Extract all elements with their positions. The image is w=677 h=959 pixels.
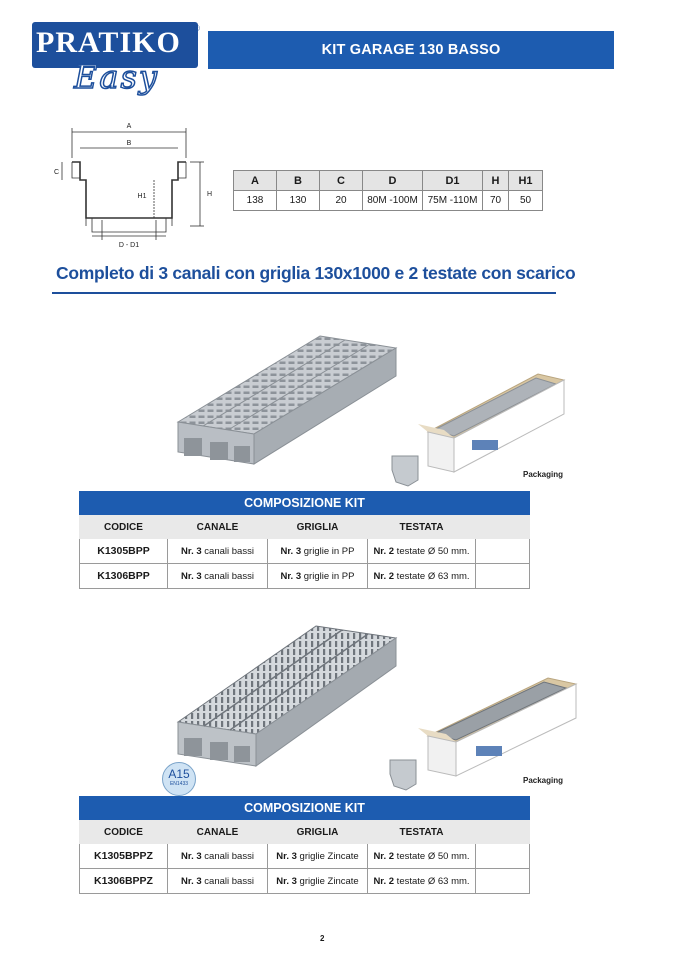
logo-name: PRATIKO (36, 26, 181, 59)
kit-testata: Nr. 2 testate Ø 50 mm. (368, 844, 476, 869)
kit-col-testata: TESTATA (368, 821, 476, 844)
table-row (80, 539, 530, 564)
kit-extra-cell (476, 564, 530, 589)
dim-header-h1: H1 (509, 171, 543, 191)
packaging-label-2: Packaging (523, 776, 564, 785)
dim-value-h1: 50 (509, 191, 543, 211)
kit-canale: Nr. 3 canali bassi (168, 844, 268, 869)
section-heading: Completo di 3 canali con griglia 130x1000 e 2 testate con scarico (56, 263, 576, 283)
packaging-zinc-image (388, 670, 580, 792)
table-row (80, 564, 530, 589)
dim-label-a: A (126, 123, 132, 130)
kit-header-row (80, 821, 530, 844)
kit-table-zinc (79, 796, 530, 894)
dim-label-c: C (54, 169, 60, 176)
page-title: KIT GARAGE 130 BASSO (321, 42, 501, 58)
dim-header-a: A (234, 171, 277, 191)
dim-label-h1: H1 (137, 193, 147, 200)
dim-value-h: 70 (483, 191, 509, 211)
dim-header-b: B (277, 171, 320, 191)
kit-col-canale: CANALE (168, 821, 268, 844)
dim-value-b: 130 (277, 191, 320, 211)
logo-subname: Easy (74, 58, 159, 96)
page-title-bar (208, 31, 614, 69)
kit-code: K1305BPPZ (80, 844, 168, 869)
page-number: 2 (320, 934, 325, 943)
kit-extra-cell (476, 539, 530, 564)
channels-pp-image (170, 318, 402, 478)
kit-title: COMPOSIZIONE KIT (79, 796, 530, 820)
kit-col-testata: TESTATA (368, 516, 476, 539)
dim-value-d: 80M -100M (363, 191, 423, 211)
brand-logo (32, 22, 202, 100)
dimensions-table (233, 170, 543, 211)
channel-section-diagram (50, 118, 230, 254)
dim-header-d: D (363, 171, 423, 191)
kit-col-codice: CODICE (80, 516, 168, 539)
kit-col-griglia: GRIGLIA (268, 516, 368, 539)
kit-title: COMPOSIZIONE KIT (79, 491, 530, 515)
kit-canale: Nr. 3 canali bassi (168, 564, 268, 589)
load-norm: EN1433 (169, 781, 189, 787)
kit-col-canale: CANALE (168, 516, 268, 539)
kit-code: K1305BPP (80, 539, 168, 564)
kit-col-codice: CODICE (80, 821, 168, 844)
kit-griglia: Nr. 3 griglie in PP (268, 539, 368, 564)
dim-label-d: D - D1 (118, 242, 140, 249)
table-row (80, 869, 530, 894)
kit-code: K1306BPP (80, 564, 168, 589)
kit-col-griglia: GRIGLIA (268, 821, 368, 844)
kit-canale: Nr. 3 canali bassi (168, 539, 268, 564)
kit-griglia: Nr. 3 griglie in PP (268, 564, 368, 589)
kit-extra-cell (476, 844, 530, 869)
kit-griglia: Nr. 3 griglie Zincate (268, 869, 368, 894)
load-class-badge (162, 762, 196, 796)
dim-label-h: H (207, 191, 213, 198)
kit-table-pp (79, 491, 530, 589)
packaging-label-1: Packaging (523, 470, 564, 479)
kit-griglia: Nr. 3 griglie Zincate (268, 844, 368, 869)
kit-testata: Nr. 2 testate Ø 63 mm. (368, 869, 476, 894)
logo-registered-mark: ® (194, 24, 200, 33)
dim-header-c: C (320, 171, 363, 191)
dim-header-h: H (483, 171, 509, 191)
section-divider (52, 292, 556, 294)
dim-label-b: B (126, 140, 132, 147)
kit-extra-cell (476, 869, 530, 894)
dimensions-value-row (234, 191, 543, 211)
dim-value-c: 20 (320, 191, 363, 211)
kit-col-extra (476, 516, 530, 539)
dim-value-d1: 75M -110M (423, 191, 483, 211)
channels-zinc-image (172, 616, 402, 776)
load-class: A15 (168, 767, 190, 781)
dim-header-d1: D1 (423, 171, 483, 191)
kit-code: K1306BPPZ (80, 869, 168, 894)
kit-col-extra (476, 821, 530, 844)
kit-testata: Nr. 2 testate Ø 63 mm. (368, 564, 476, 589)
kit-header-row (80, 516, 530, 539)
kit-testata: Nr. 2 testate Ø 50 mm. (368, 539, 476, 564)
dim-value-a: 138 (234, 191, 277, 211)
dimensions-header-row (234, 171, 543, 191)
table-row (80, 844, 530, 869)
kit-canale: Nr. 3 canali bassi (168, 869, 268, 894)
